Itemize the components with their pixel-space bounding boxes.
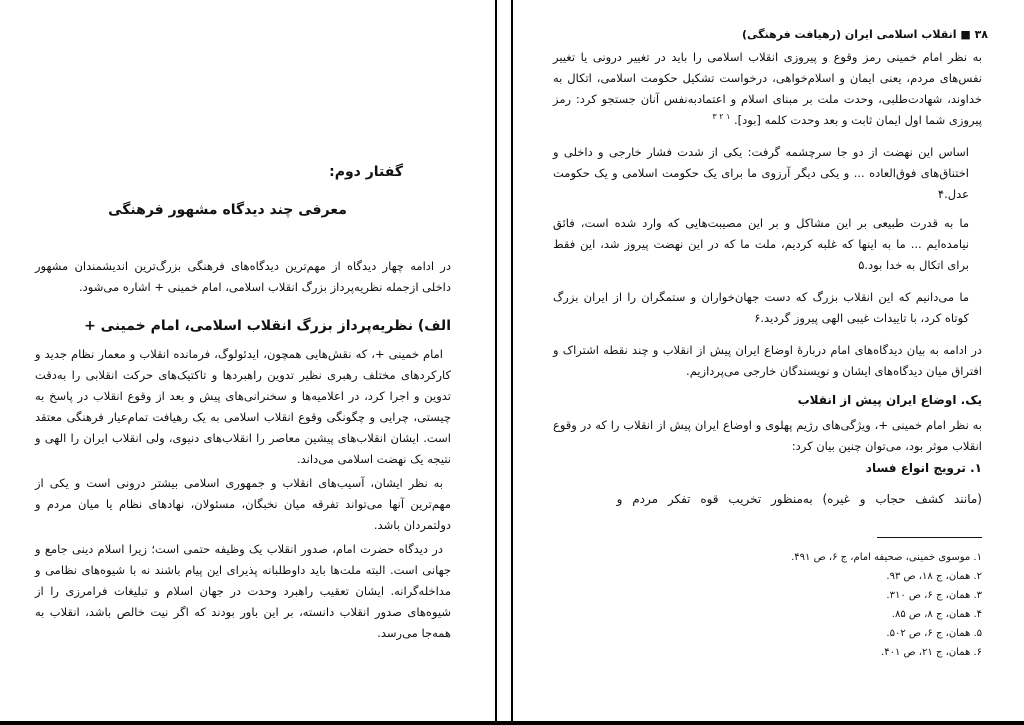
subheading: ۱. ترویج انواع فساد [865, 461, 982, 475]
intro-paragraph [553, 47, 982, 131]
footnote: ۵. همان، ج ۶، ص ۵۰۲. [886, 628, 982, 639]
body-paragraph: (مانند کشف حجاب و غیره) به‌منظور تخریب قوه تفکر مردم و [616, 492, 982, 506]
quote-block: ما می‌دانیم که این انقلاب بزرگ که دست جهان‌خواران و ستمگران را از ایران بزرگ کوتاه کرد، با تاییدات غیبی الهی پیروز گردید.۶ [553, 290, 969, 325]
footnote: ۱. موسوی خمینی، صحیفه امام، ج ۶، ص ۴۹۱. [791, 552, 982, 563]
section-title: معرفی چند دیدگاه مشهور فرهنگی [108, 202, 347, 218]
body-paragraph: به نظر امام خمینی +، ویژگی‌های رژیم پهلوی و اوضاع ایران پیش از انقلاب را که در وقوع انقلاب موثر بود، می‌توان چنین بیان کرد: [553, 418, 982, 453]
page-edge-bottom [0, 721, 1024, 725]
section-label: گفتار دوم: [329, 164, 403, 180]
footnote: ۲. همان، ج ۱۸، ص ۹۳. [886, 571, 982, 582]
body-text [35, 344, 451, 647]
right-page [511, 0, 1024, 725]
intro-paragraph: در ادامه چهار دیدگاه از مهم‌ترین دیدگاه‌های فرهنگی بزرگ‌ترین اندیشمندان مشهور داخلی ازجمله نظریه‌پرداز بزرگ انقلاب اسلامی، امام خمینی + اشاره می‌شود. [35, 259, 451, 294]
running-header-text: ۳۸ ■ انقلاب اسلامی ایران (رهیافت فرهنگی) [742, 28, 988, 41]
book-gutter [497, 0, 511, 725]
footnotes [791, 548, 982, 662]
footnote: ۶. همان، ج ۲۱، ص ۴۰۱. [881, 647, 982, 658]
running-header [742, 28, 988, 41]
subheading: یک. اوضاع ایران پیش از انقلاب [797, 393, 982, 407]
subheading: الف) نظریه‌پرداز بزرگ انقلاب اسلامی، امام خمینی + [84, 318, 451, 334]
quote-block: ما به قدرت طبیعی بر این مشاکل و بر این مصیبت‌هایی که وارد شده است، فائق نیامده‌ایم ... ما به اینها که غلبه کردیم، ملت ما که در این نهضت پیروز شد، این فقط برای اتکال به خدا بود.۵ [553, 216, 969, 272]
quote-block: اساس این نهضت از دو جا سرچشمه گرفت: یکی از شدت فشار خارجی و داخلی و اختناق‌های فوق‌العاده ... و یکی دیگر آرزوی ما برای یک حکومت اسلامی و یک حکومت عدل.۴ [553, 145, 969, 201]
body-paragraph: در دیدگاه حضرت امام، صدور انقلاب یک وظیفه حتمی است؛ زیرا اسلام دینی جامع و جهانی است. البته ملت‌ها باید داوطلبانه پذیرای این پیام باشند نه با شیوه‌های نظامی و مداخله‌گرانه. ایشان تعقیب راهبرد وحدت در جهان اسلام و تبلیغات فرامرزی را از شیوه‌های صدور انقلاب دانسته، بر این باور بودند که اگر نیت خالص باشد، انقلاب به همه‌جا می‌رسد. [35, 542, 451, 640]
left-page [0, 0, 497, 725]
footnote-marks: ۱ ۲ ۳ [712, 112, 731, 122]
footnote-divider [877, 537, 982, 538]
body-paragraph: به نظر ایشان، آسیب‌های انقلاب و جمهوری اسلامی بیشتر درونی است و یکی از مهم‌ترین آنها می‌تواند تفرقه میان نخبگان، مسئولان، نهادهای نظام یا میان مردم و دولتمردان باشد. [35, 476, 451, 532]
footnote: ۴. همان، ج ۸، ص ۸۵. [891, 609, 982, 620]
body-paragraph: امام خمینی +، که نقش‌هایی همچون، ایدئولوگ، فرمانده انقلاب و معمار نظام جدید و کارکردهای مختلف رهبری نظیر تدوین راهبردها و تاکتیک‌های حرکت انقلابی را به‌دقت تدوین و اجرا کرد، در اعلامیه‌ها و سخنرانی‌های پیش و بعد از وقوع انقلاب در پاسخ به چیستی، چرایی و چگونگی وقوع انقلاب اسلامی به یک رهیافت تمام‌عیار فرهنگی معتقد است. ایشان انقلاب‌های پیشین معاصر را انقلاب‌های دنیوی، ولی انقلاب ایران را الهی و نتیجه یک نهضت اسلامی می‌داند. [35, 347, 451, 466]
intro-text: به نظر امام خمینی رمز وقوع و پیروزی انقلاب اسلامی را باید در تغییر درونی یا تغییر نفس‌های مردم، یعنی ایمان و اسلام‌خواهی، درخواست تشکیل حکومت اسلامی، اتکال به خداوند، شهادت‌طلبی، وحدت ملت بر مبنای اسلام و اعتمادبه‌نفس آنان جستجو کرد: رمز پیروزی شما اول ایمان ثابت و بعد وحدت کلمه [بود]. [553, 50, 982, 127]
body-paragraph: در ادامه به بیان دیدگاه‌های امام دربارهٔ اوضاع ایران پیش از انقلاب و چند نقطه اشتراک و افتراق میان دیدگاه‌های ایشان و نویسندگان خارجی می‌پردازیم. [553, 343, 982, 378]
footnote: ۳. همان، ج ۶، ص ۳۱۰. [886, 590, 982, 601]
